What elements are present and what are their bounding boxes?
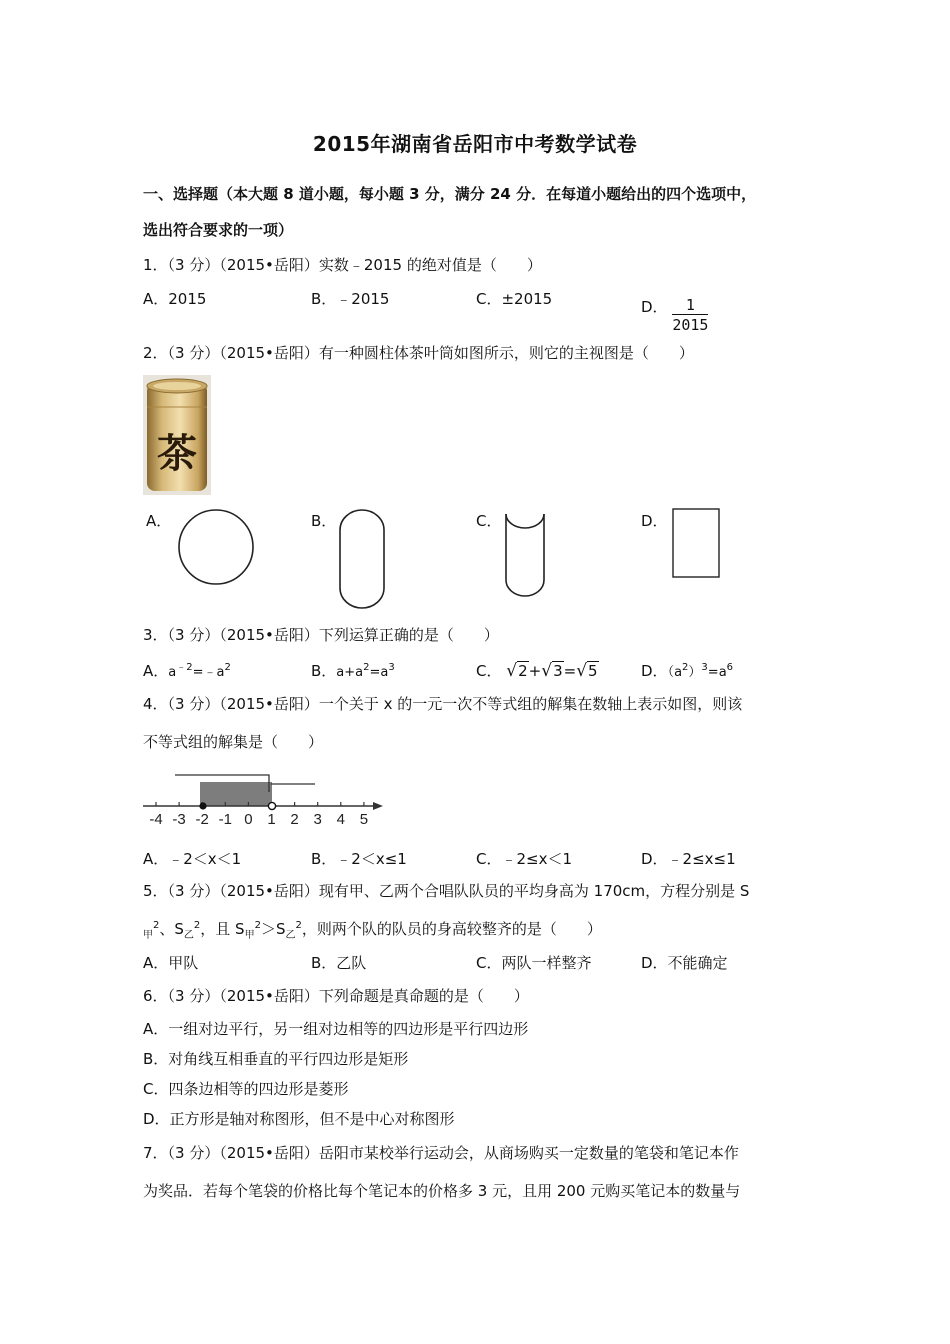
operator: + [528, 662, 542, 680]
radicand: 3 [553, 662, 563, 680]
q6-option-b: B．对角线互相垂直的平行四边形是矩形 [143, 1050, 409, 1068]
exponent: 6 [726, 662, 734, 673]
option-label: D． [641, 662, 668, 680]
section-header-line2: 选出符合要求的一项） [143, 221, 294, 239]
expr: =a [707, 665, 727, 680]
option-label: B． [311, 662, 337, 680]
q1-option-a: A．2015 [143, 290, 207, 308]
closed-endpoint-dot [199, 802, 206, 809]
tick-label: 5 [359, 811, 369, 828]
q3-option-d [641, 660, 733, 681]
option-label: C． [476, 662, 502, 680]
q7-stem-line2: 为奖品．若每个笔袋的价格比每个笔记本的价格多 3 元，且用 200 元购买笔记本的数量与 [143, 1182, 741, 1200]
q3-option-a [143, 660, 231, 681]
exponent: 2 [295, 920, 302, 931]
tick-label: 4 [336, 811, 345, 828]
q2-option-b-stadium-shape [336, 506, 388, 612]
exponent: 2 [363, 662, 370, 673]
q4-option-d: D．﹣2≤x≤1 [641, 850, 736, 868]
q4-option-b: B．﹣2＜x≤1 [311, 850, 407, 868]
radicand: 5 [588, 662, 598, 680]
page-title: 2015年湖南省岳阳市中考数学试卷 [312, 132, 638, 156]
expr: a+a [336, 665, 364, 680]
q1-option-b: B．﹣2015 [311, 290, 390, 308]
option-label: A． [143, 662, 169, 680]
q4-option-a: A．﹣2＜x＜1 [143, 850, 242, 868]
exponent: 3 [388, 662, 395, 673]
q5-stem-line2 [143, 918, 602, 939]
subscript: 甲 [143, 930, 153, 941]
q6-stem: 6．（3 分）（2015•岳阳）下列命题是真命题的是（ ） [143, 987, 529, 1005]
sqrt-icon: √ [506, 661, 518, 681]
tick-label: -2 [195, 811, 209, 828]
q3-option-c [476, 660, 599, 681]
q2-option-d-rectangle-shape [671, 507, 723, 581]
tea-character: 茶 [157, 432, 197, 476]
q6-option-c: C．四条边相等的四边形是菱形 [143, 1080, 349, 1098]
text: 、S [159, 920, 184, 938]
radicand: 2 [518, 662, 528, 680]
sqrt-icon: √ [576, 661, 588, 681]
exponent: 2 [193, 920, 201, 931]
q2-option-b: B． [311, 512, 337, 530]
expr: a [168, 665, 177, 680]
tick-label: 3 [313, 811, 322, 828]
exponent: 2 [153, 920, 160, 931]
section-header-line1: 一、选择题（本大题 8 道小题，每小题 3 分，满分 24 分．在每道小题给出的四个选项中， [143, 185, 757, 203]
exponent: 2 [254, 920, 261, 931]
q5-option-d: D．不能确定 [641, 954, 728, 972]
q1-option-d-fraction [672, 296, 708, 335]
tick-label: 0 [244, 811, 253, 828]
q2-option-c: C． [476, 512, 502, 530]
fraction-denominator: 2015 [672, 316, 709, 334]
subscript: 甲 [244, 930, 255, 941]
q2-option-c-cup-shape [502, 510, 548, 600]
expr: =a [369, 665, 389, 680]
fraction-numerator: 1 [672, 296, 708, 315]
q5-option-a: A．甲队 [143, 954, 199, 972]
q2-option-a-circle-shape [176, 507, 258, 587]
subscript: 乙 [285, 930, 296, 941]
q7-stem-line1: 7．（3 分）（2015•岳阳）岳阳市某校举行运动会，从商场购买一定数量的笔袋和笔记本作 [143, 1144, 739, 1162]
tick-label: -3 [172, 811, 186, 828]
exponent: 2 [682, 662, 689, 673]
tea-canister-photo [143, 375, 211, 495]
tick-label: 2 [290, 811, 299, 828]
text: ，则两个队的队员的身高较整齐的是（ ） [301, 920, 602, 938]
q2-option-a: A． [146, 512, 172, 530]
q5-option-c: C．两队一样整齐 [476, 954, 592, 972]
q1-option-d [641, 288, 709, 334]
operator: = [563, 662, 577, 680]
q4-number-line [143, 770, 393, 830]
axis-arrow-icon [373, 802, 383, 810]
subscript: 乙 [183, 930, 194, 941]
q4-stem-line2: 不等式组的解集是（ ） [143, 733, 324, 751]
q5-stem-line1: 5．（3 分）（2015•岳阳）现有甲、乙两个合唱队队员的平均身高为 170cm，方程分别是 S [143, 882, 750, 900]
q3-option-b [311, 660, 395, 681]
solution-shading [200, 782, 272, 806]
q6-option-d: D．正方形是轴对称图形，但不是中心对称图形 [143, 1110, 455, 1128]
q4-stem-line1: 4．（3 分）（2015•岳阳）一个关于 x 的一元一次不等式组的解集在数轴上表示如图，则该 [143, 695, 743, 713]
tick-label: 1 [267, 811, 276, 828]
q4-option-c: C．﹣2≤x＜1 [476, 850, 573, 868]
tick-label: -1 [218, 811, 232, 828]
q5-option-b: B．乙队 [311, 954, 367, 972]
open-endpoint-circle [268, 802, 275, 809]
expr: =﹣a [192, 665, 225, 680]
exponent: ﹣2 [176, 662, 193, 673]
q1-option-d-label: D． [641, 298, 668, 316]
q6-option-a: A．一组对边平行，另一组对边相等的四边形是平行四边形 [143, 1020, 529, 1038]
q2-option-d: D． [641, 512, 668, 530]
tick-label: -4 [149, 811, 163, 828]
q1-option-c: C．±2015 [476, 290, 553, 308]
sqrt-icon: √ [541, 661, 553, 681]
expr: （a [667, 665, 683, 680]
text: ＞S [260, 920, 286, 938]
expr: ） [688, 665, 702, 680]
q3-stem: 3．（3 分）（2015•岳阳）下列运算正确的是（ ） [143, 626, 499, 644]
q1-stem: 1．（3 分）（2015•岳阳）实数﹣2015 的绝对值是（ ） [143, 256, 542, 274]
exponent: 3 [701, 662, 708, 673]
q2-stem: 2．（3 分）（2015•岳阳）有一种圆柱体茶叶筒如图所示，则它的主视图是（ ） [143, 344, 694, 362]
text: ，且 S [200, 920, 245, 938]
exponent: 2 [224, 662, 231, 673]
